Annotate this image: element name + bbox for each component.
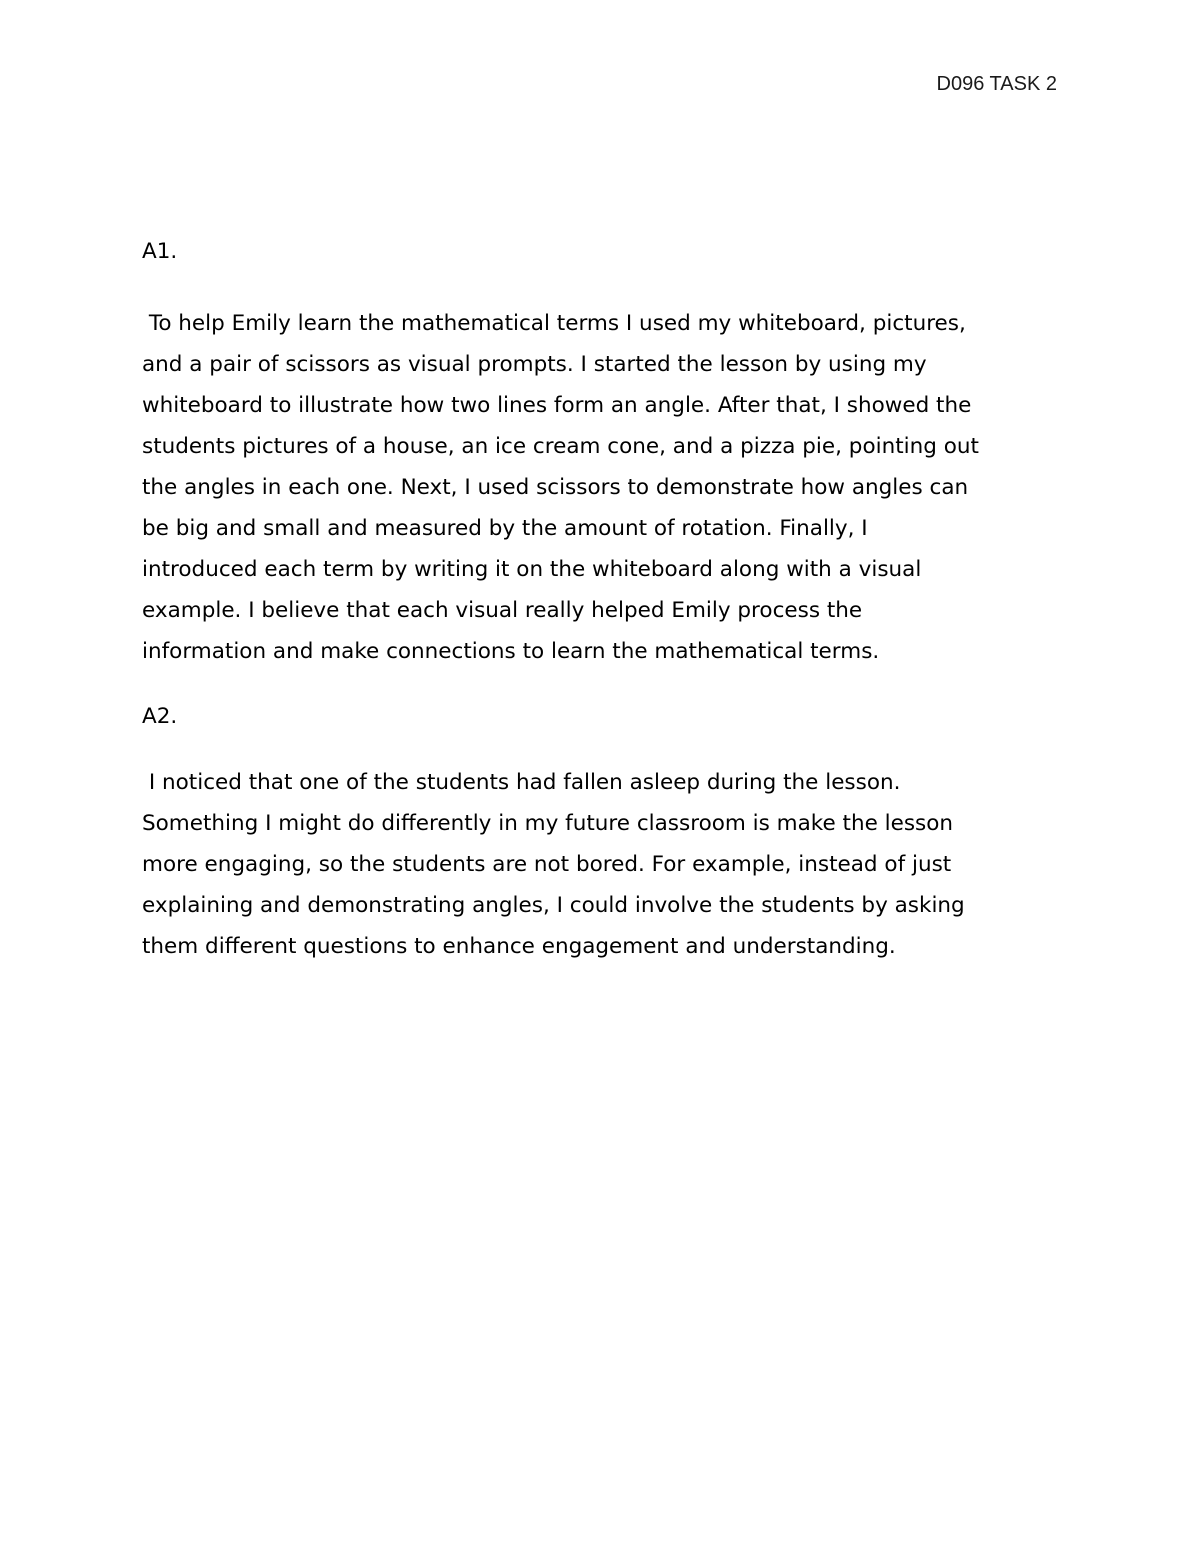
body-line: example. I believe that each visual really helped Emily process the [142,598,863,623]
section-body-a2 [142,762,1067,967]
section-body-a1 [142,303,1067,672]
body-line: be big and small and measured by the amount of rotation. Finally, I [142,516,868,541]
body-line: whiteboard to illustrate how two lines form an angle. After that, I showed the [142,393,972,418]
body-line: and a pair of scissors as visual prompts. I started the lesson by using my [142,352,927,377]
body-line: explaining and demonstrating angles, I could involve the students by asking [142,893,965,918]
body-line: I noticed that one of the students had fallen asleep during the lesson. [142,770,901,795]
body-line: information and make connections to learn the mathematical terms. [142,639,880,664]
body-line: To help Emily learn the mathematical terms I used my whiteboard, pictures, [142,311,966,336]
body-line: the angles in each one. Next, I used scissors to demonstrate how angles can [142,475,969,500]
running-header: D096 TASK 2 [936,73,1057,95]
section-heading-a1: A1. [142,239,178,264]
body-line: them different questions to enhance engagement and understanding. [142,934,896,959]
document-content [142,238,1067,967]
body-line: more engaging, so the students are not bored. For example, instead of just [142,852,952,877]
body-line: Something I might do differently in my future classroom is make the lesson [142,811,954,836]
body-line: students pictures of a house, an ice cream cone, and a pizza pie, pointing out [142,434,979,459]
section-heading-a2: A2. [142,704,178,729]
body-line: introduced each term by writing it on the whiteboard along with a visual [142,557,922,582]
